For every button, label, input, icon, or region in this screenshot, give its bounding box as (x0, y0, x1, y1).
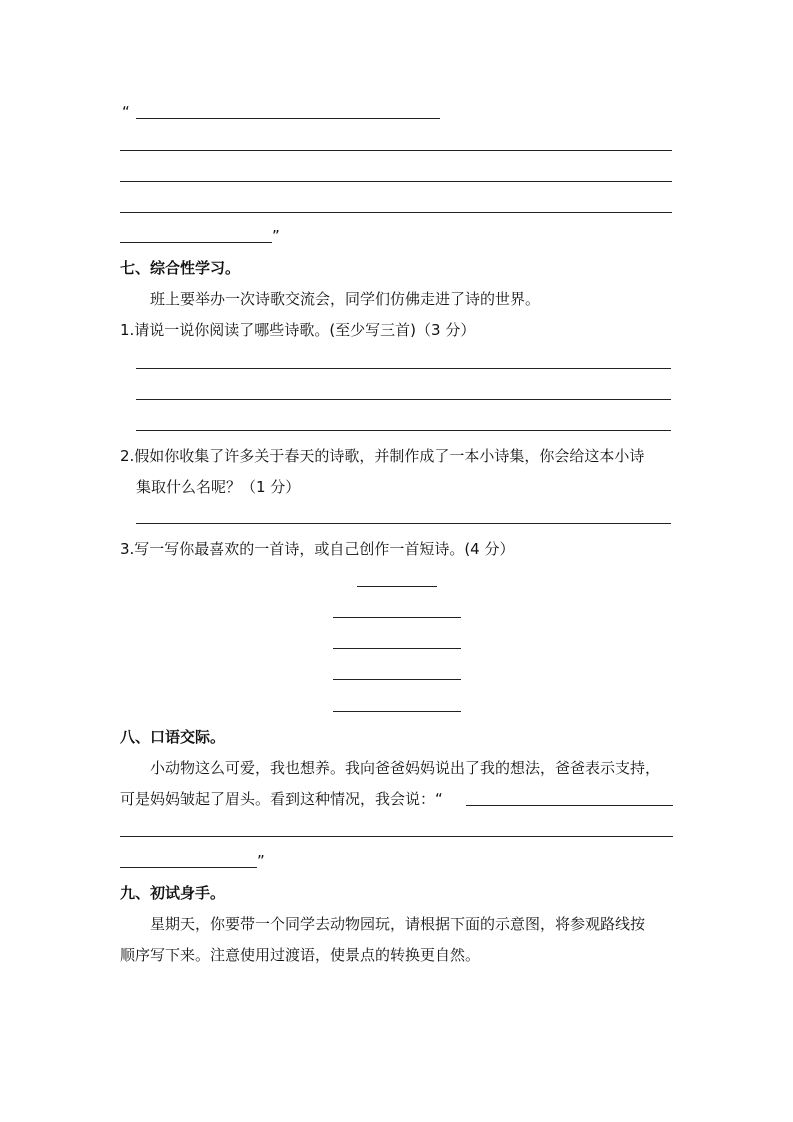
section9-para-line1: 星期天，你要带一个同学去动物园玩，请根据下面的示意图，将参观路线按 (150, 915, 646, 933)
section9-para-line2: 顺序写下来。注意使用过渡语，使景点的转换更自然。 (120, 946, 481, 964)
answer-line[interactable] (136, 368, 671, 369)
question-1: 1.请说一说你阅读了哪些诗歌。(至少写三首)（3 分） (120, 321, 476, 339)
answer-line[interactable] (120, 212, 672, 213)
section8-para-line1: 小动物这么可爱，我也想养。我向爸爸妈妈说出了我的想法，爸爸表示支持， (150, 759, 661, 777)
answer-line[interactable] (466, 805, 673, 806)
section7-heading: 七、综合性学习。 (120, 259, 241, 277)
answer-line[interactable] (120, 242, 272, 243)
poem-title-line[interactable] (357, 586, 437, 587)
answer-line[interactable] (120, 867, 257, 868)
poem-line[interactable] (333, 617, 461, 618)
open-quote: “ (122, 103, 130, 121)
close-quote: ” (257, 852, 265, 870)
answer-line[interactable] (136, 430, 671, 431)
answer-line[interactable] (136, 523, 671, 524)
answer-line[interactable] (120, 150, 672, 151)
question-2-line2: 集取什么名呢？（1 分） (136, 478, 301, 496)
poem-line[interactable] (333, 711, 461, 712)
answer-line[interactable] (136, 399, 671, 400)
poem-line[interactable] (333, 648, 461, 649)
answer-line[interactable] (120, 181, 672, 182)
section8-heading: 八、口语交际。 (120, 728, 226, 746)
answer-line[interactable] (120, 836, 673, 837)
poem-line[interactable] (333, 679, 461, 680)
question-2-line1: 2.假如你收集了许多关于春天的诗歌，并制作成了一本小诗集，你会给这本小诗 (120, 447, 645, 465)
section9-heading: 九、初试身手。 (120, 884, 226, 902)
close-quote: ” (272, 227, 280, 245)
question-3: 3.写一写你最喜欢的一首诗，或自己创作一首短诗。(4 分） (120, 540, 515, 558)
section7-intro: 班上要举办一次诗歌交流会，同学们仿佛走进了诗的世界。 (150, 290, 541, 308)
section8-para-line2: 可是妈妈皱起了眉头。看到这种情况，我会说：“ (120, 790, 443, 808)
answer-line[interactable] (136, 118, 440, 119)
